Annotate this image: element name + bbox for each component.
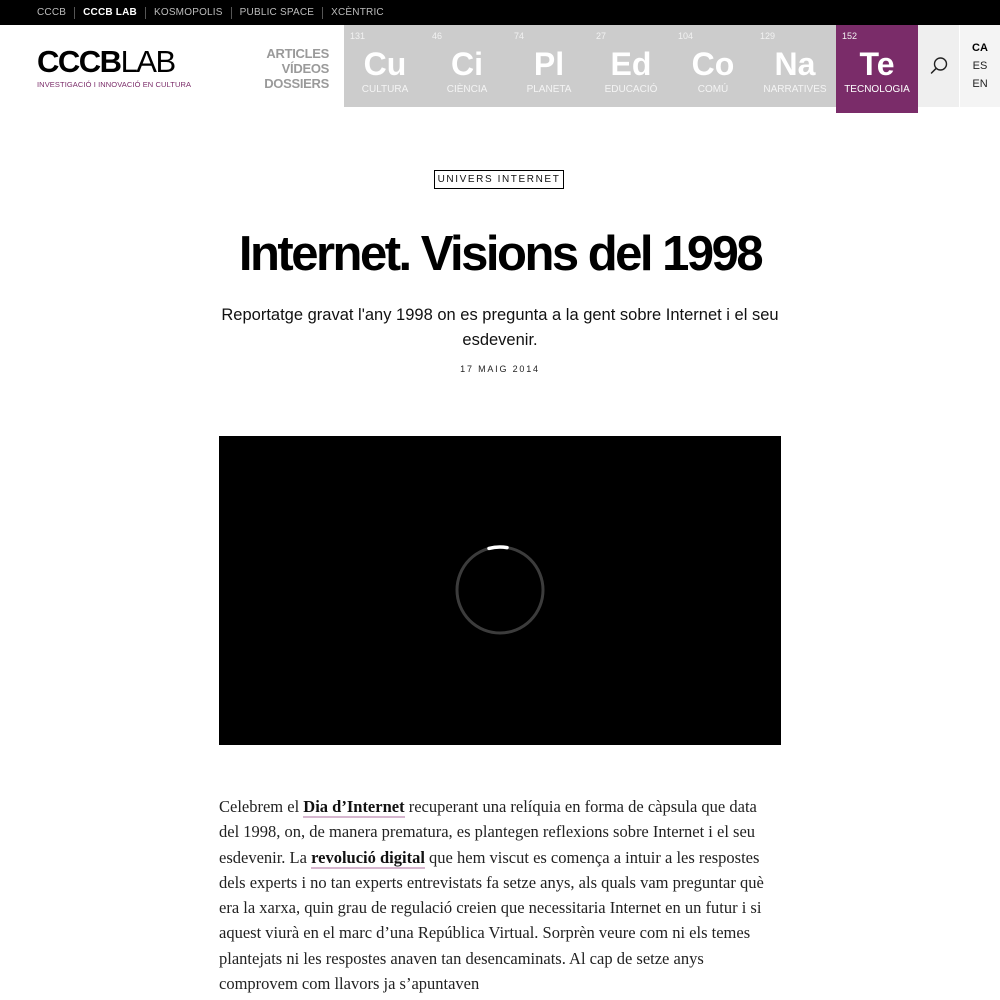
article-body (219, 794, 781, 996)
topbar-link-public-space[interactable]: PUBLIC SPACE (231, 7, 322, 19)
topic-cell-educacio[interactable] (590, 25, 672, 107)
body-text-segment: recuperant una relíquia en forma de càpsula que data del 1998, on, de manera prematura, es plantegen reflexions sobre Internet i el seu esdevenir. La (219, 797, 757, 867)
article-title: Internet. Visions del 1998 (238, 227, 762, 281)
topic-count: 152 (842, 31, 858, 41)
topic-symbol: Ci (451, 46, 483, 82)
site-logo[interactable] (37, 44, 192, 89)
topic-label: EDUCACIÓ (604, 84, 658, 95)
topic-cell-cultura[interactable] (344, 25, 426, 107)
nav-videos[interactable]: VÍDEOS (281, 61, 329, 76)
topic-count: 46 (432, 31, 443, 41)
topic-count: 131 (350, 31, 366, 41)
content-type-nav (264, 46, 329, 91)
body-text-segment: Celebrem el (219, 797, 304, 816)
topic-label: TECNOLOGIA (844, 84, 910, 95)
logo-tagline: INVESTIGACIÓ I INNOVACIÓ EN CULTURA (37, 80, 192, 89)
topbar-link-cccb-lab[interactable]: CCCB LAB (74, 7, 145, 19)
topic-label: NARRATIVES (763, 84, 827, 95)
topic-count: 104 (678, 31, 694, 41)
top-site-bar (0, 0, 1000, 25)
topic-cell-narratives[interactable] (754, 25, 836, 107)
lang-ca[interactable]: CA (972, 42, 988, 54)
topic-symbol: Na (774, 46, 816, 82)
article-date: 17 MAIG 2014 (460, 364, 540, 374)
link-dia-internet[interactable]: Dia d’Internet (303, 797, 405, 816)
language-switcher (960, 25, 1000, 107)
topic-count: 74 (514, 31, 525, 41)
nav-articles[interactable]: ARTICLES (266, 46, 329, 61)
topic-cell-planeta[interactable] (508, 25, 590, 107)
topic-symbol: Te (859, 46, 895, 82)
body-paragraph (219, 794, 781, 996)
search-icon (929, 56, 949, 76)
topic-cell-tecnologia[interactable] (836, 25, 918, 113)
topic-cell-comu[interactable] (672, 25, 754, 107)
lang-en[interactable]: EN (972, 78, 988, 90)
article-subtitle: Reportatge gravat l'any 1998 on es pregunta a la gent sobre Internet i el seu esdevenir. (221, 306, 779, 349)
topic-label: COMÚ (697, 84, 729, 95)
lang-es[interactable]: ES (972, 60, 988, 72)
topic-periodic-table (344, 25, 918, 113)
topbar-link-cccb[interactable]: CCCB (37, 6, 67, 18)
topic-symbol: Co (691, 46, 735, 82)
category-tag[interactable]: UNIVERS INTERNET (434, 170, 564, 189)
topic-cell-ciencia[interactable] (426, 25, 508, 107)
topic-symbol: Ed (610, 46, 652, 82)
site-header (0, 25, 1000, 113)
video-player[interactable] (219, 436, 781, 745)
topic-count: 129 (760, 31, 776, 41)
link-revolucio-digital[interactable]: revolució digital (311, 847, 425, 867)
nav-dossiers[interactable]: DOSSIERS (264, 76, 329, 91)
topic-label: CIÈNCIA (446, 84, 488, 95)
topic-label: PLANETA (526, 84, 572, 95)
loading-spinner-icon (455, 545, 545, 635)
topic-label: CULTURA (361, 84, 409, 95)
body-text-segment: que hem viscut es comença a intuir a les respostes dels experts i no tan experts entrevistats fa setze anys, als quals vam preguntar què era la xarxa, quin grau de regulació creien que necessitaria Internet en un futur i si aquest viurà en el marc d’una República Virtual. Sorprèn veure com ni els temes plantejats ni les respostes anaven tan desencaminats. Al cap de setze anys comprovem com llavors ja s’apuntaven (219, 847, 764, 994)
topbar-link-xcentric[interactable]: XCÈNTRIC (322, 7, 392, 19)
topic-symbol: Pl (533, 46, 565, 82)
topic-count: 27 (596, 31, 607, 41)
logo-wordmark: CCCBLAB (37, 44, 175, 79)
topbar-link-kosmopolis[interactable]: KOSMOPOLIS (145, 7, 231, 19)
topic-symbol: Cu (363, 46, 407, 82)
search-button[interactable] (918, 25, 959, 107)
